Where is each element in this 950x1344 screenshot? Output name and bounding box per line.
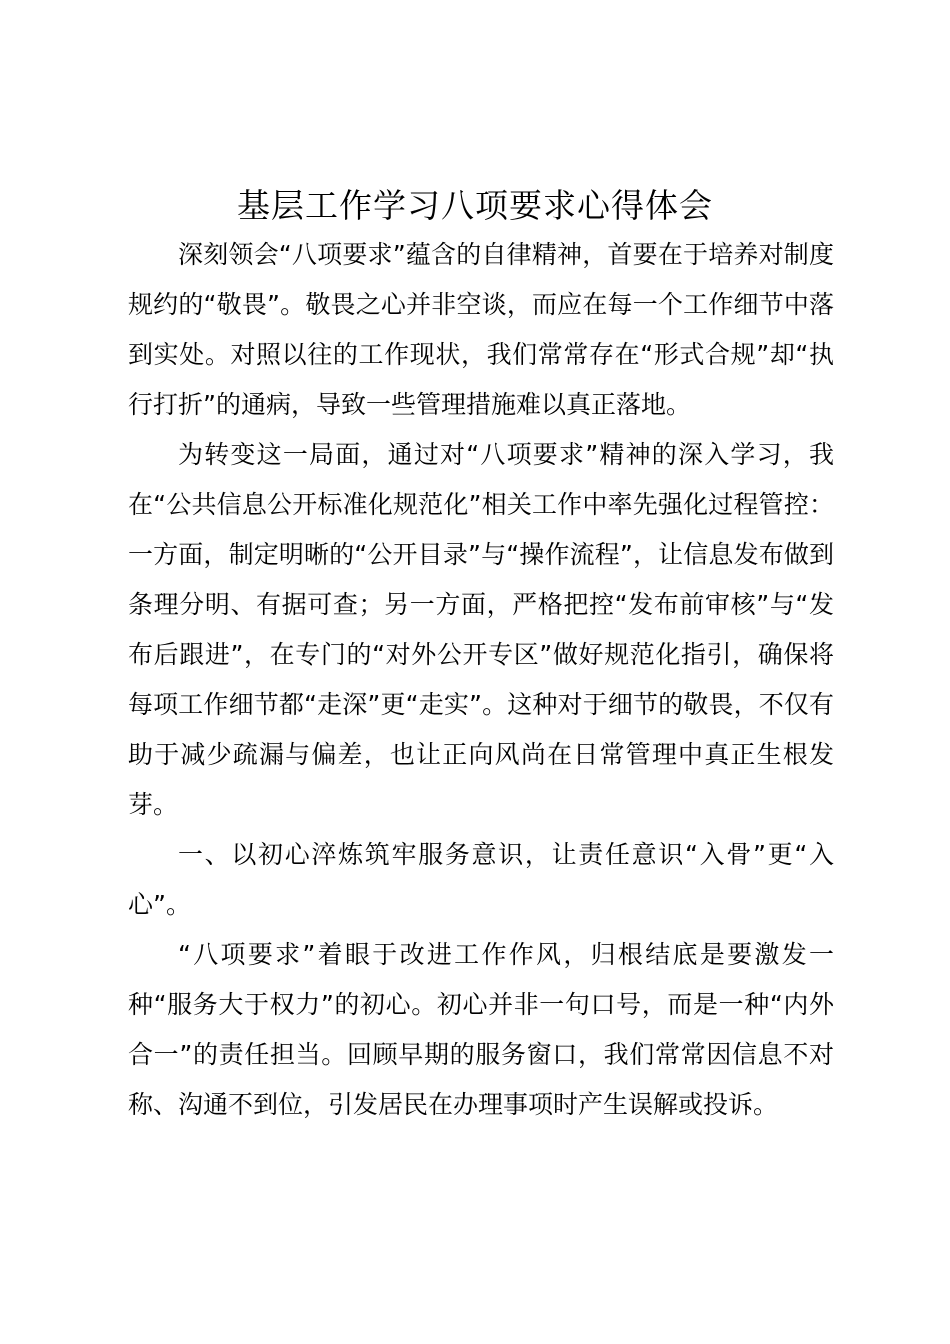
paragraph-2: 为转变这一局面，通过对“八项要求”精神的深入学习，我在“公共信息公开标准化规范化”相关工作中率先强化过程管控：一方面，制定明晰的“公开目录”与“操作流程”，让信息发布做到条理分明、有据可查；另一方面，严格把控“发布前审核”与“发布后跟进”，在专门的“对外公开专区”做好规范化指引，确保将每项工作细节都“走深”更“走实”。这种对于细节的敬畏，不仅有助于减少疏漏与偏差，也让正向风尚在日常管理中真正生根发芽。 xyxy=(128,440,834,819)
paragraph-3: “八项要求”着眼于改进工作作风，归根结底是要激发一种“服务大于权力”的初心。初心并非一句口号，而是一种“内外合一”的责任担当。回顾早期的服务窗口，我们常常因信息不对称、沟通不到位，引发居民在办理事项时产生误解或投诉。 xyxy=(128,940,834,1119)
document-body xyxy=(128,230,834,1130)
document-title: 基层工作学习八项要求心得体会 xyxy=(237,186,713,225)
paragraph-1: 深刻领会“八项要求”蕴含的自律精神，首要在于培养对制度规约的“敬畏”。敬畏之心并非空谈，而应在每一个工作细节中落到实处。对照以往的工作现状，我们常常存在“形式合规”却“执行打折”的通病，导致一些管理措施难以真正落地。 xyxy=(128,240,834,419)
section-heading-1: 一、以初心淬炼筑牢服务意识，让责任意识“入骨”更“入心”。 xyxy=(128,840,834,919)
